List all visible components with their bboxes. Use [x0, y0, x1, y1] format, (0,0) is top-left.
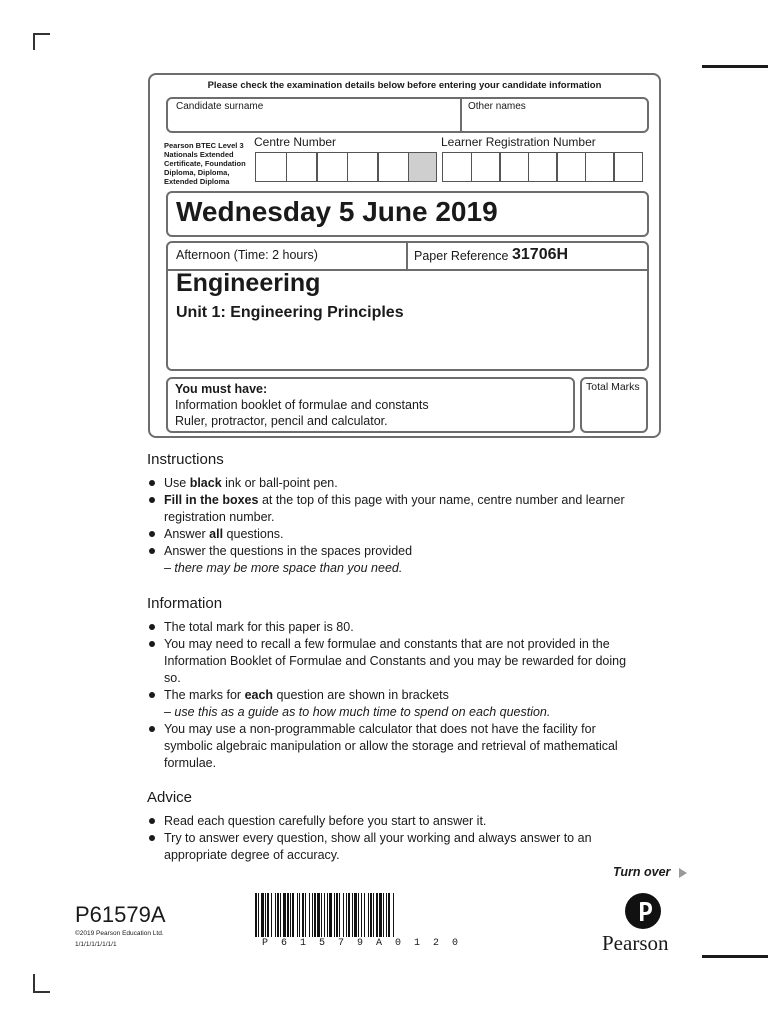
learner-cell[interactable]: [471, 152, 501, 182]
item-pre: The marks for: [164, 688, 245, 702]
centre-cell[interactable]: [347, 152, 379, 182]
name-row: [166, 97, 649, 133]
paper-reference-label: Paper Reference: [414, 249, 509, 263]
qual-line: Nationals Extended: [164, 150, 234, 159]
crop-mark-top-left: [33, 33, 35, 50]
item-bold: each: [244, 688, 274, 702]
item-pre: Answer: [164, 527, 210, 541]
play-arrow-icon: [679, 868, 687, 878]
learner-cell[interactable]: [556, 152, 586, 182]
list-item: [147, 543, 627, 577]
centre-cell[interactable]: [377, 152, 409, 182]
item-bold: all: [209, 527, 224, 541]
pearson-logo-icon: [625, 893, 661, 929]
candidate-surname-label: Candidate surname: [176, 101, 264, 112]
date-box: [166, 191, 649, 237]
paper-reference-value: 31706H: [512, 246, 569, 263]
turn-over: [613, 865, 687, 879]
item-pre: Read each question carefully before you start to answer it.: [164, 814, 487, 828]
crop-mark-top-left: [33, 33, 50, 35]
qual-line: Extended Diploma: [164, 177, 230, 186]
session-time: Afternoon (Time: 2 hours): [176, 248, 318, 262]
must-have-line: Ruler, protractor, pencil and calculator.: [175, 414, 388, 428]
information-list: [147, 619, 627, 772]
unit-title: Unit 1: Engineering Principles: [176, 304, 404, 321]
learner-cell[interactable]: [499, 152, 529, 182]
turn-over-label: Turn over: [613, 865, 671, 879]
edge-bar-bottom: [702, 955, 768, 958]
item-post: at the top of this page with your name, centre number and learner registration number.: [164, 493, 625, 524]
total-marks-label: Total Marks: [586, 381, 640, 393]
item-bold: black: [189, 476, 222, 490]
centre-cell[interactable]: [286, 152, 318, 182]
barcode-stripe: [394, 893, 395, 937]
copyright-text: ©2019 Pearson Education Ltd.: [75, 930, 164, 937]
list-item: [147, 830, 627, 864]
barcode: [255, 893, 495, 937]
list-item: [147, 619, 627, 636]
learner-registration-cells[interactable]: [442, 152, 642, 182]
exam-details-box: [148, 73, 661, 438]
item-pre: You may use a non-programmable calculator that does not have the facility for symbolic algebraic manipulation or allow the storage and retrieval of mathematical formulae.: [164, 722, 618, 770]
item-note: – use this as a guide as to how much time to spend on each question.: [164, 705, 551, 719]
learner-cell[interactable]: [528, 152, 558, 182]
centre-cell[interactable]: [255, 152, 287, 182]
learner-cell[interactable]: [442, 152, 472, 182]
learner-cell[interactable]: [613, 152, 643, 182]
subject-title: Engineering: [176, 269, 321, 297]
advice-heading: Advice: [147, 789, 193, 806]
pearson-p-mark: [625, 893, 661, 929]
total-marks-box[interactable]: [580, 377, 648, 433]
item-post: question are shown in brackets: [273, 688, 449, 702]
centre-cell[interactable]: [316, 152, 348, 182]
pearson-brand: Pearson: [602, 931, 669, 955]
qualification-text: [164, 141, 254, 186]
must-have-line: Information booklet of formulae and constants: [175, 398, 429, 412]
learner-cell[interactable]: [585, 152, 615, 182]
instructions-heading: Instructions: [147, 451, 224, 468]
paper-box: [166, 241, 649, 371]
centre-number-cells[interactable]: [255, 152, 435, 182]
list-item: [147, 721, 627, 772]
item-note: – there may be more space than you need.: [164, 561, 403, 575]
list-item: [147, 687, 627, 721]
qual-line: Certificate, Foundation: [164, 159, 246, 168]
qual-line: Diploma, Diploma,: [164, 168, 230, 177]
must-have-title: You must have:: [175, 382, 268, 396]
crop-mark-bottom-left: [33, 991, 50, 993]
barcode-number: P61579A0120: [262, 938, 472, 949]
qual-line: Pearson BTEC Level 3: [164, 141, 244, 150]
item-pre: You may need to recall a few formulae and constants that are not provided in the Information Booklet of Formulae and Constants and you may be rewarded for doing so.: [164, 637, 627, 685]
surname-field[interactable]: [168, 99, 462, 131]
centre-number-label: Centre Number: [254, 135, 337, 149]
list-item: [147, 526, 627, 543]
session-row: [168, 243, 647, 271]
exam-date: Wednesday 5 June 2019: [176, 196, 498, 227]
crop-mark-bottom-left: [33, 974, 35, 992]
item-pre: The total mark for this paper is 80.: [164, 620, 354, 634]
list-item: [147, 636, 627, 687]
advice-list: [147, 813, 627, 864]
must-have-box: [166, 377, 575, 433]
list-item: [147, 475, 627, 492]
item-post: ink or ball-point pen.: [221, 476, 338, 490]
item-pre: Try to answer every question, show all your working and always answer to an appropriate degree of accuracy.: [164, 831, 592, 862]
other-names-label: Other names: [468, 101, 526, 112]
list-item: [147, 813, 627, 830]
information-heading: Information: [147, 595, 223, 612]
edge-bar-top: [702, 65, 768, 68]
item-bold: Fill in the boxes: [164, 493, 259, 507]
item-post: questions.: [223, 527, 284, 541]
centre-cell-shaded: [408, 152, 437, 182]
learner-registration-label: Learner Registration Number: [441, 135, 596, 149]
check-note: Please check the examination details below before entering your candidate information: [207, 80, 602, 91]
paper-code: P61579A: [75, 902, 166, 927]
print-code: 1/1/1/1/1/1/1/1: [75, 941, 117, 948]
list-item: [147, 492, 627, 526]
subject-area: [168, 269, 647, 369]
item-pre: Answer the questions in the spaces provided: [164, 544, 413, 558]
session-divider: [406, 243, 408, 269]
instructions-list: [147, 475, 627, 577]
item-pre: Use: [164, 476, 190, 490]
